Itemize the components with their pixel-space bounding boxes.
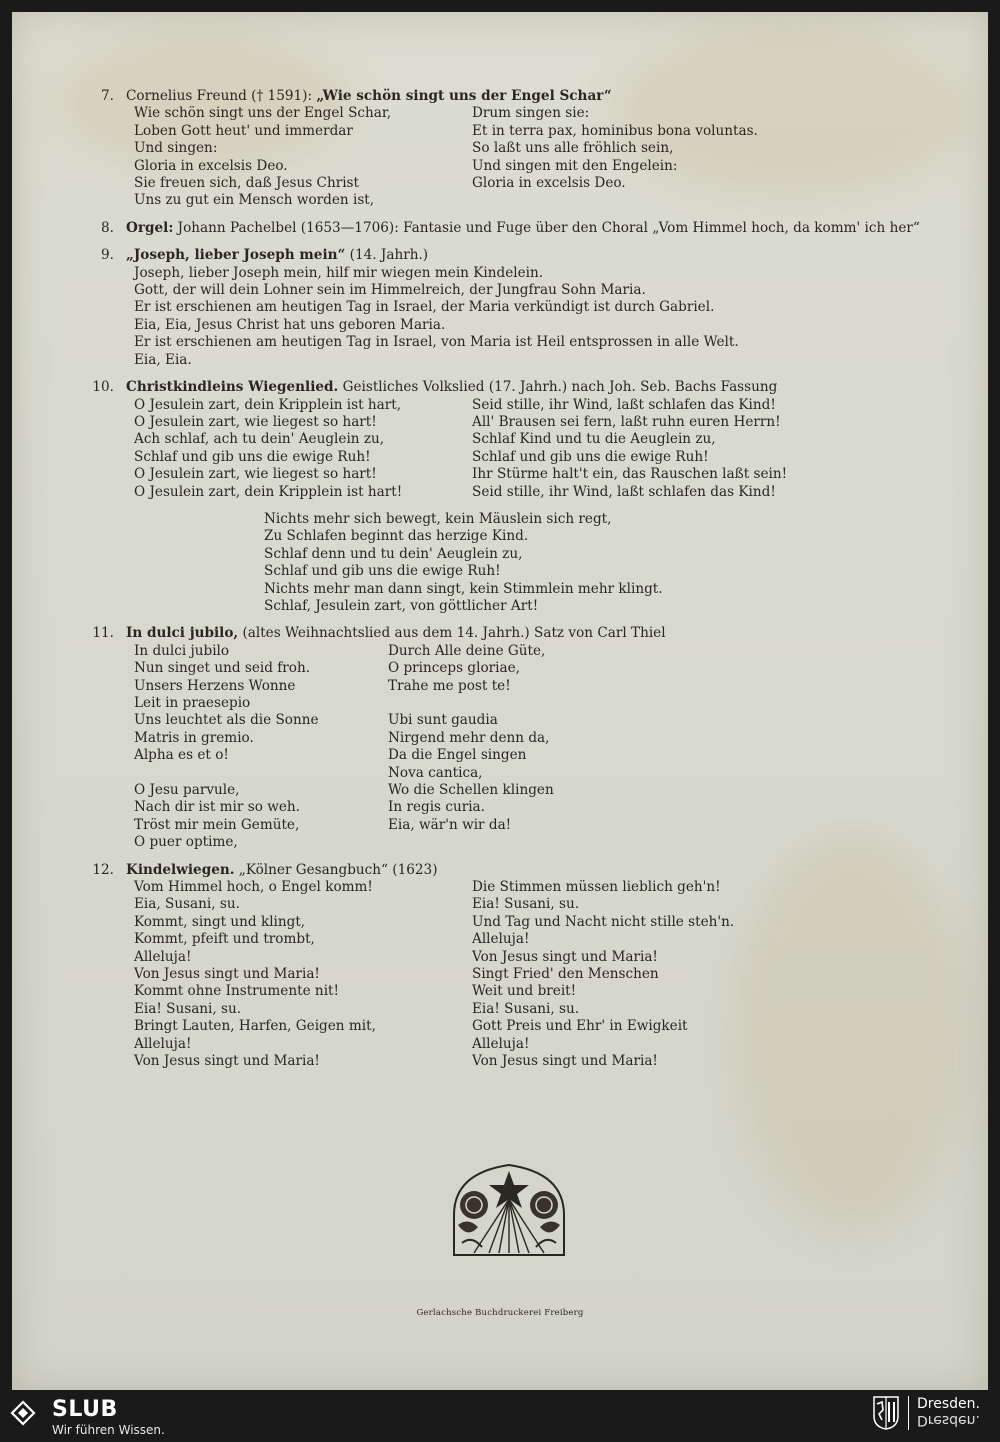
verse-stanza xyxy=(264,511,960,615)
verse-line: In dulci jubilo xyxy=(134,642,230,659)
verse-line: Bringt Lauten, Harfen, Geigen mit, xyxy=(134,1018,376,1035)
slub-logo-icon[interactable] xyxy=(10,1400,36,1426)
verse-line: Schlaf und gib uns die ewige Ruh! xyxy=(264,563,501,580)
item-number: 11. xyxy=(92,625,114,642)
verse-line: Gott, der will dein Lohner sein im Himmelreich, der Jungfrau Sohn Maria. xyxy=(134,282,646,299)
verse-gap xyxy=(134,765,388,782)
verse-line: Gott Preis und Ehr' in Ewigkeit xyxy=(472,1018,688,1035)
item-number: 10. xyxy=(92,379,114,396)
verse-line: Eia, Eia. xyxy=(134,351,192,368)
verse-line: Alleluja! xyxy=(472,1035,530,1052)
verse-columns xyxy=(134,879,960,1070)
verse-line: Zu Schlafen beginnt das herzige Kind. xyxy=(264,528,529,545)
item-subtitle: Geistliches Volkslied (17. Jahrh.) nach Joh. Seb. Bachs Fassung xyxy=(338,379,778,396)
verse-right xyxy=(472,105,872,209)
program-item-8 xyxy=(80,220,960,237)
program-item-9 xyxy=(80,247,960,369)
verse-line: In regis curia. xyxy=(388,799,485,816)
verse-columns xyxy=(134,643,960,852)
verse-line: Und singen mit den Engelein: xyxy=(472,157,678,174)
verse-line: Schlaf denn und tu dein' Aeuglein zu, xyxy=(264,545,523,562)
item-title: „Joseph, lieber Joseph mein“ xyxy=(126,247,346,264)
verse-line: Die Stimmen müssen lieblich geh'n! xyxy=(472,879,721,896)
verse-line: Uns zu gut ein Mensch worden ist, xyxy=(134,192,375,209)
item-title: Orgel: xyxy=(126,219,174,236)
viewer-footer xyxy=(0,1390,1000,1442)
item-heading xyxy=(80,862,960,879)
verse-columns xyxy=(134,105,960,209)
program-item-11 xyxy=(80,625,960,851)
verse-line: Nun singet und seid froh. xyxy=(134,660,311,677)
verse-line: Singt Fried' den Menschen xyxy=(472,966,659,983)
verse-line: Nirgend mehr denn da, xyxy=(388,729,550,746)
item-subtitle: Johann Pachelbel (1653—1706): Fantasie und Fuge über den Choral „Vom Himmel hoch, da komm' ich her“ xyxy=(173,219,920,236)
verse-line: Ach schlaf, ach tu dein' Aeuglein zu, xyxy=(134,431,385,448)
verse-line: Nichts mehr man dann singt, kein Stimmlein mehr klingt. xyxy=(264,580,663,597)
verse-line: Vom Himmel hoch, o Engel komm! xyxy=(134,879,373,896)
verse-line: Von Jesus singt und Maria! xyxy=(134,1053,320,1070)
verse-left xyxy=(134,105,472,209)
star-roses-emblem-icon xyxy=(444,1155,574,1263)
verse-right xyxy=(388,643,788,852)
verse-line: Ubi sunt gaudia xyxy=(388,712,498,729)
program-item-12 xyxy=(80,862,960,1071)
item-subtitle: „Kölner Gesangbuch“ (1623) xyxy=(234,861,438,878)
document-page xyxy=(12,12,988,1390)
item-title: „Wie schön singt uns der Engel Schar“ xyxy=(316,88,612,104)
verse-line: Gloria in excelsis Deo. xyxy=(472,175,626,192)
verse-columns xyxy=(134,397,960,501)
verse-line: Nach dir ist mir so weh. xyxy=(134,799,300,816)
verse-block xyxy=(134,265,960,369)
verse-line: Nova cantica, xyxy=(388,764,483,781)
dresden-wordmark[interactable]: Dresden. xyxy=(917,1396,980,1412)
verse-line: Tröst mir mein Gemüte, xyxy=(134,816,300,833)
verse-line: Von Jesus singt und Maria! xyxy=(472,948,658,965)
verse-line: O Jesulein zart, wie liegest so hart! xyxy=(134,413,377,430)
verse-left xyxy=(134,879,472,1070)
verse-line: Kommt, pfeift und trombt, xyxy=(134,931,315,948)
verse-line: Alleluja! xyxy=(134,1035,192,1052)
verse-line: Alleluja! xyxy=(134,948,192,965)
verse-line: Von Jesus singt und Maria! xyxy=(472,1053,658,1070)
verse-line: Kommt, singt und klingt, xyxy=(134,913,306,930)
verse-line: Kommt ohne Instrumente nit! xyxy=(134,983,339,1000)
verse-line: O Jesulein zart, wie liegest so hart! xyxy=(134,466,377,483)
item-subtitle: (altes Weihnachtslied aus dem 14. Jahrh.) Satz von Carl Thiel xyxy=(238,625,666,642)
item-heading xyxy=(80,379,960,396)
item-heading xyxy=(80,220,960,237)
printer-imprint: Gerlachsche Buchdruckerei Freiberg xyxy=(416,1308,584,1318)
verse-line: Eia, Susani, su. xyxy=(134,896,240,913)
verse-line: Seid stille, ihr Wind, laßt schlafen das Kind! xyxy=(472,483,776,500)
dresden-wordmark-reflection: Dresden. xyxy=(917,1412,980,1428)
verse-line: Da die Engel singen xyxy=(388,747,527,764)
verse-line: All' Brausen sei fern, laßt ruhn euren Herrn! xyxy=(472,413,781,430)
item-number: 7. xyxy=(101,88,114,104)
verse-line: Eia! Susani, su. xyxy=(472,896,580,913)
verse-line: O Jesulein zart, dein Kripplein ist hart! xyxy=(134,483,403,500)
composer: Cornelius Freund († 1591): xyxy=(126,88,317,104)
verse-line: Und singen: xyxy=(134,140,218,157)
verse-line: So laßt uns alle fröhlich sein, xyxy=(472,140,674,157)
item-heading xyxy=(80,247,960,264)
verse-line: Wie schön singt uns der Engel Schar, xyxy=(134,105,392,122)
verse-line: Schlaf, Jesulein zart, von göttlicher Art! xyxy=(264,597,539,614)
verse-line: Trahe me post te! xyxy=(388,677,511,694)
item-heading xyxy=(80,625,960,642)
item-subtitle: (14. Jahrh.) xyxy=(345,247,429,264)
verse-line: Unsers Herzens Wonne xyxy=(134,677,296,694)
dresden-crest-icon[interactable] xyxy=(873,1396,899,1430)
verse-line: Er ist erschienen am heutigen Tag in Israel, von Maria ist Heil entsprossen in alle Welt. xyxy=(134,334,739,351)
verse-line: Et in terra pax, hominibus bona voluntas. xyxy=(472,122,758,139)
item-number: 8. xyxy=(101,219,114,236)
verse-line: Loben Gott heut' und immerdar xyxy=(134,122,353,139)
verse-line: Matris in gremio. xyxy=(134,729,254,746)
slub-brand[interactable]: SLUB xyxy=(52,1397,118,1422)
verse-line: Eia! Susani, su. xyxy=(134,1000,242,1017)
verse-line: O Jesulein zart, dein Kripplein ist hart, xyxy=(134,396,402,413)
verse-line: Ihr Stürme halt't ein, das Rauschen laßt sein! xyxy=(472,466,788,483)
verse-line: Seid stille, ihr Wind, laßt schlafen das Kind! xyxy=(472,396,776,413)
verse-line: Schlaf und gib uns die ewige Ruh! xyxy=(472,448,709,465)
slub-tagline: Wir führen Wissen. xyxy=(52,1423,165,1437)
footer-divider xyxy=(908,1396,909,1430)
item-title: In dulci jubilo, xyxy=(126,625,239,642)
verse-line: Und Tag und Nacht nicht stille steh'n. xyxy=(472,913,735,930)
verse-line: O princeps gloriae, xyxy=(388,660,520,677)
verse-line: Eia! Susani, su. xyxy=(472,1000,580,1017)
verse-line: Schlaf Kind und tu die Aeuglein zu, xyxy=(472,431,716,448)
verse-right xyxy=(472,397,872,501)
verse-line: Von Jesus singt und Maria! xyxy=(134,966,320,983)
verse-gap xyxy=(388,695,788,712)
verse-line: Nichts mehr sich bewegt, kein Mäuslein sich regt, xyxy=(264,510,612,527)
item-number: 12. xyxy=(92,861,114,878)
verse-line: O puer optime, xyxy=(134,834,238,851)
verse-line: Drum singen sie: xyxy=(472,105,590,122)
program-item-7 xyxy=(80,88,960,210)
item-title: Kindelwiegen. xyxy=(126,861,235,878)
verse-line: Gloria in excelsis Deo. xyxy=(134,157,288,174)
verse-left xyxy=(134,397,472,501)
verse-line: Uns leuchtet als die Sonne xyxy=(134,712,319,729)
verse-line: Schlaf und gib uns die ewige Ruh! xyxy=(134,448,371,465)
verse-line: O Jesu parvule, xyxy=(134,782,240,799)
verse-line: Weit und breit! xyxy=(472,983,577,1000)
verse-line: Er ist erschienen am heutigen Tag in Israel, der Maria verkündigt ist durch Gabriel. xyxy=(134,299,715,316)
verse-line: Wo die Schellen klingen xyxy=(388,782,554,799)
verse-line: Alleluja! xyxy=(472,931,530,948)
verse-right xyxy=(472,879,872,1070)
verse-line: Sie freuen sich, daß Jesus Christ xyxy=(134,175,359,192)
verse-line: Joseph, lieber Joseph mein, hilf mir wiegen mein Kindelein. xyxy=(134,264,544,281)
verse-left xyxy=(134,643,388,852)
verse-line: Eia, Eia, Jesus Christ hat uns geboren Maria. xyxy=(134,316,446,333)
program-item-10 xyxy=(80,379,960,615)
item-title: Christkindleins Wiegenlied. xyxy=(126,379,339,396)
verse-line: Eia, wär'n wir da! xyxy=(388,816,512,833)
verse-line: Durch Alle deine Güte, xyxy=(388,642,546,659)
item-heading xyxy=(80,88,960,105)
program-text xyxy=(80,88,960,1081)
verse-line: Leit in praesepio xyxy=(134,695,251,711)
verse-line: Alpha es et o! xyxy=(134,747,229,764)
item-number: 9. xyxy=(101,247,114,264)
